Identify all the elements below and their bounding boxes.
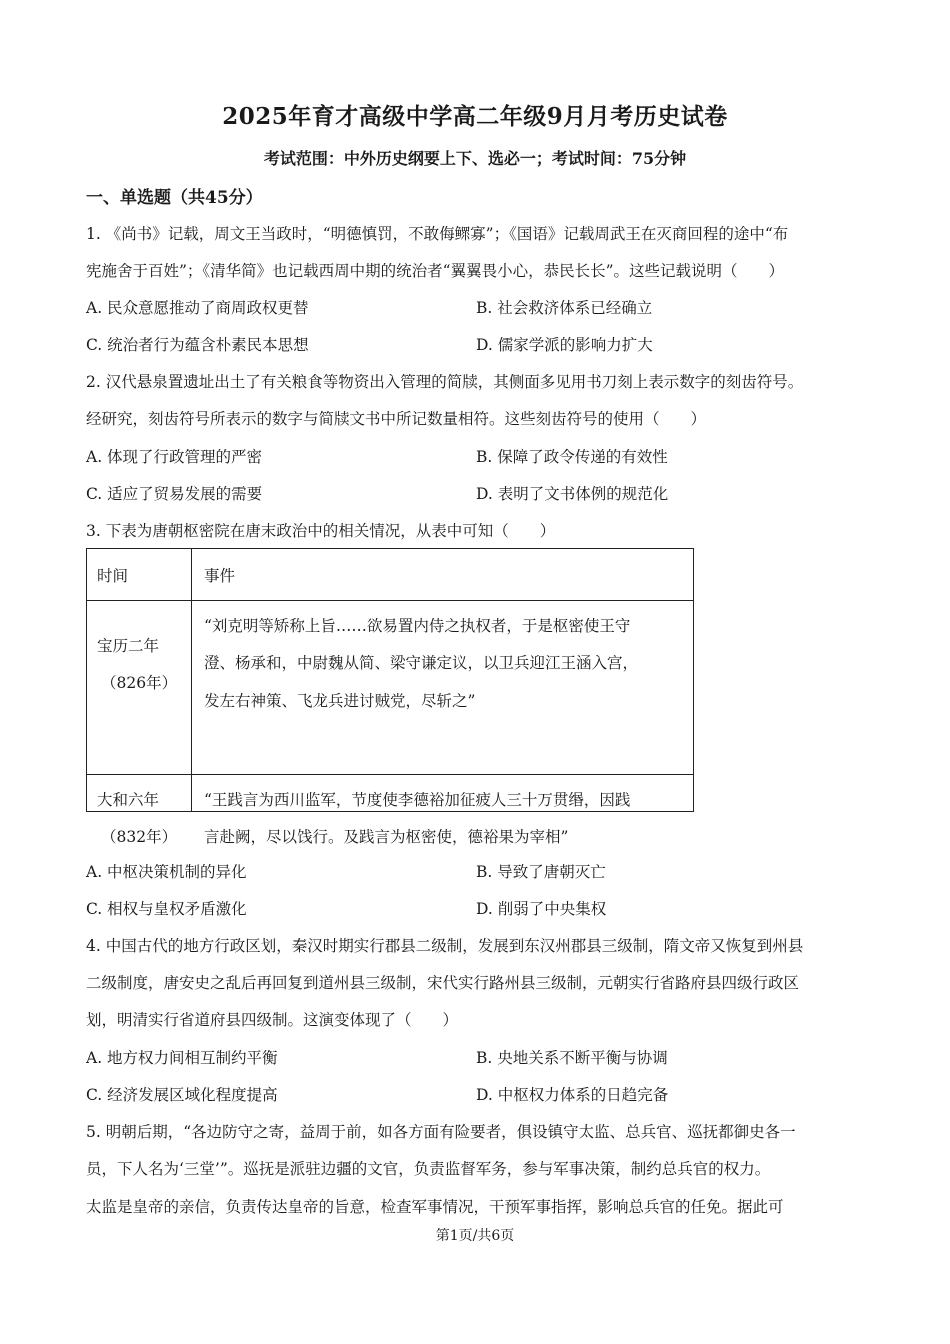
q1-line-1: 1. 《尚书》记载，周文王当政时，“明德慎罚，不敢侮鳏寡”；《国语》记载周武王在灭商回程的途中“布 — [86, 225, 789, 243]
q3-option-b[interactable]: B. 导致了唐朝灭亡 — [476, 863, 606, 881]
q4-option-d[interactable]: D. 中枢权力体系的日趋完备 — [476, 1086, 669, 1104]
section-heading: 一、单选题（共45分） — [86, 188, 263, 208]
row1-event-line-3: 发左右神策、飞龙兵进讨贼党，尽斩之” — [204, 692, 476, 710]
row1-time-year: 宝历二年 — [97, 637, 160, 655]
q1-line-2: 宪施舍于百姓”；《清华简》也记载西周中期的统治者“翼翼畏小心，恭民长长”。这些记载说明（ ） — [86, 262, 785, 280]
q2-line-2: 经研究，刻齿符号所表示的数字与简牍文书中所记数量相符。这些刻齿符号的使用（ ） — [86, 410, 707, 428]
q3-option-d[interactable]: D. 削弱了中央集权 — [476, 900, 607, 918]
exam-subtitle: 考试范围：中外历史纲要上下、选必一；考试时间：75分钟 — [263, 149, 687, 168]
q3-option-a[interactable]: A. 中枢决策机制的异化 — [86, 863, 247, 881]
row2-time-year: 大和六年 — [97, 791, 160, 809]
page-footer: 第1页/共6页 — [435, 1228, 515, 1244]
row1-time-ad: （826年） — [101, 674, 178, 692]
table-row — [87, 600, 693, 775]
q3-line-1: 3. 下表为唐朝枢密院在唐末政治中的相关情况，从表中可知（ ） — [86, 522, 556, 540]
exam-title: 2025年育才高级中学高二年级9月月考历史试卷 — [222, 103, 728, 130]
q1-option-c[interactable]: C. 统治者行为蕴含朴素民本思想 — [86, 336, 309, 354]
table-header-time: 时间 — [97, 567, 129, 585]
q4-line-1: 4. 中国古代的地方行政区划，秦汉时期实行郡县二级制，发展到东汉州郡县三级制，隋文帝又恢复到州县 — [86, 937, 804, 955]
q4-option-a[interactable]: A. 地方权力间相互制约平衡 — [86, 1049, 278, 1067]
row2-event-line-2: 言赴阙，尽以饯行。及践言为枢密使，德裕果为宰相” — [204, 828, 569, 846]
q1-option-b[interactable]: B. 社会救济体系已经确立 — [476, 299, 653, 317]
q5-line-2: 员，下人名为‘三堂’”。巡抚是派驻边疆的文官，负责监督军务，参与军事决策，制约总兵官的权力。 — [86, 1160, 771, 1178]
q4-option-b[interactable]: B. 央地关系不断平衡与协调 — [476, 1049, 668, 1067]
table-row — [87, 774, 693, 846]
row1-event-line-2: 澄、杨承和，中尉魏从简、梁守谦定议，以卫兵迎江王涵入宫， — [204, 654, 639, 672]
q2-option-a[interactable]: A. 体现了行政管理的严密 — [86, 448, 263, 466]
table-header-row — [87, 549, 693, 601]
q4-line-3: 划，明清实行省道府县四级制。这演变体现了（ ） — [86, 1011, 459, 1029]
q4-line-2: 二级制度，唐安史之乱后再回复到道州县三级制，宋代实行路州县三级制，元朝实行省路府县四级行政区 — [86, 974, 800, 992]
q1-option-a[interactable]: A. 民众意愿推动了商周政权更替 — [86, 299, 309, 317]
q4-option-c[interactable]: C. 经济发展区域化程度提高 — [86, 1086, 278, 1104]
row2-time-ad: （832年） — [101, 828, 178, 846]
q2-option-b[interactable]: B. 保障了政令传递的有效性 — [476, 448, 668, 466]
row1-event-line-1: “刘克明等矫称上旨……欲易置内侍之执权者，于是枢密使王守 — [204, 617, 631, 635]
q3-table — [86, 548, 694, 846]
q1-option-d[interactable]: D. 儒家学派的影响力扩大 — [476, 336, 653, 354]
table-header-event: 事件 — [204, 567, 236, 585]
q2-option-d[interactable]: D. 表明了文书体例的规范化 — [476, 485, 669, 503]
q5-line-3: 太监是皇帝的亲信，负责传达皇帝的旨意，检查军事情况，干预军事指挥，影响总兵官的任免。据此可 — [86, 1198, 784, 1216]
q2-option-c[interactable]: C. 适应了贸易发展的需要 — [86, 485, 263, 503]
q5-line-1: 5. 明朝后期，“各边防守之寄，益周于前，如各方面有险要者，俱设镇守太监、总兵官、巡抚都御史各一 — [86, 1123, 796, 1141]
q2-line-1: 2. 汉代悬泉置遗址出土了有关粮食等物资出入管理的简牍，其侧面多见用书刀刻上表示数字的刻齿符号。 — [86, 373, 804, 391]
row2-event-line-1: “王践言为西川监军，节度使李德裕加征疲人三十万贯缗，因践 — [204, 791, 631, 809]
q3-option-c[interactable]: C. 相权与皇权矛盾激化 — [86, 900, 247, 918]
